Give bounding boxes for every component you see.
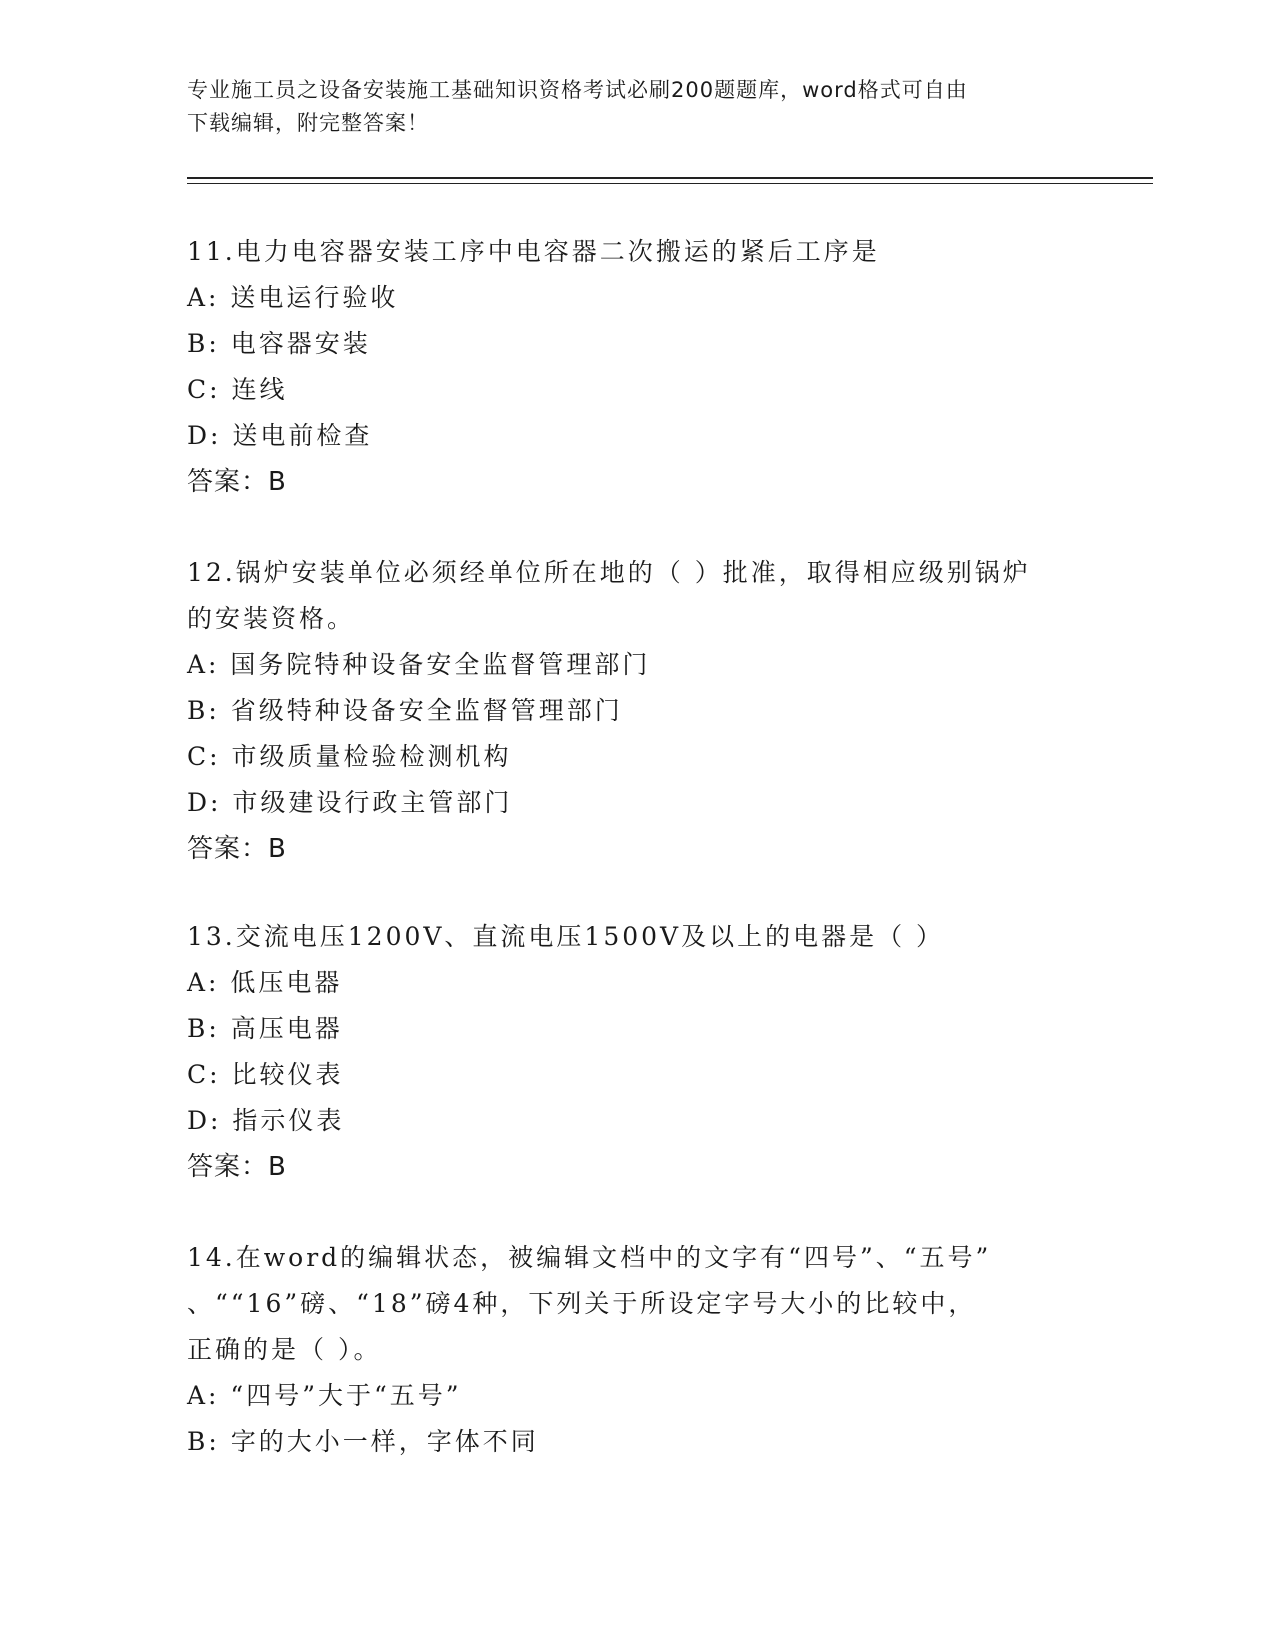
option-c: C: 连线 (187, 375, 288, 404)
question-stem-line: 、““16”磅、“18”磅4种，下列关于所设定字号大小的比较中， (187, 1289, 977, 1318)
answer-line: 答案：B (187, 1152, 287, 1182)
question-stem-line: 13.交流电压1200V、直流电压1500V及以上的电器是（ ） (187, 922, 945, 951)
header-line-2: 下载编辑，附完整答案！ (187, 111, 429, 135)
option-b: B: 字的大小一样，字体不同 (187, 1427, 539, 1456)
option-c: C: 比较仪表 (187, 1060, 344, 1089)
option-a: A: “四号”大于“五号” (187, 1381, 462, 1410)
question-12 (187, 550, 1087, 872)
option-d: D: 市级建设行政主管部门 (187, 788, 513, 817)
option-a: A: 低压电器 (187, 968, 343, 997)
option-a: A: 国务院特种设备安全监督管理部门 (187, 650, 651, 679)
document-header (187, 74, 1087, 140)
question-stem (187, 550, 1087, 642)
question-stem-line: 的安装资格。 (187, 604, 356, 633)
option-a: A: 送电运行验收 (187, 283, 399, 312)
question-13 (187, 914, 1087, 1190)
option-b: B: 电容器安装 (187, 329, 371, 358)
option-d: D: 指示仪表 (187, 1106, 345, 1135)
header-line-1: 专业施工员之设备安装施工基础知识资格考试必刷200题题库，word格式可自由 (187, 78, 968, 102)
question-11 (187, 229, 1087, 505)
question-stem-line: 正确的是（ ）。 (187, 1335, 382, 1364)
answer-line: 答案：B (187, 834, 287, 864)
header-divider-thick (187, 177, 1153, 179)
question-stem-line: 11.电力电容器安装工序中电容器二次搬运的紧后工序是 (187, 237, 880, 266)
question-stem (187, 1235, 1087, 1373)
question-stem (187, 229, 1087, 275)
question-14 (187, 1235, 1087, 1465)
option-d: D: 送电前检查 (187, 421, 373, 450)
header-divider-thin (187, 183, 1153, 184)
question-stem-line: 14.在word的编辑状态，被编辑文档中的文字有“四号”、“五号” (187, 1243, 992, 1272)
option-c: C: 市级质量检验检测机构 (187, 742, 512, 771)
option-b: B: 高压电器 (187, 1014, 343, 1043)
answer-line: 答案：B (187, 467, 287, 497)
question-stem (187, 914, 1087, 960)
option-b: B: 省级特种设备安全监督管理部门 (187, 696, 623, 725)
question-stem-line: 12.锅炉安装单位必须经单位所在地的（ ）批准，取得相应级别锅炉 (187, 558, 1031, 587)
